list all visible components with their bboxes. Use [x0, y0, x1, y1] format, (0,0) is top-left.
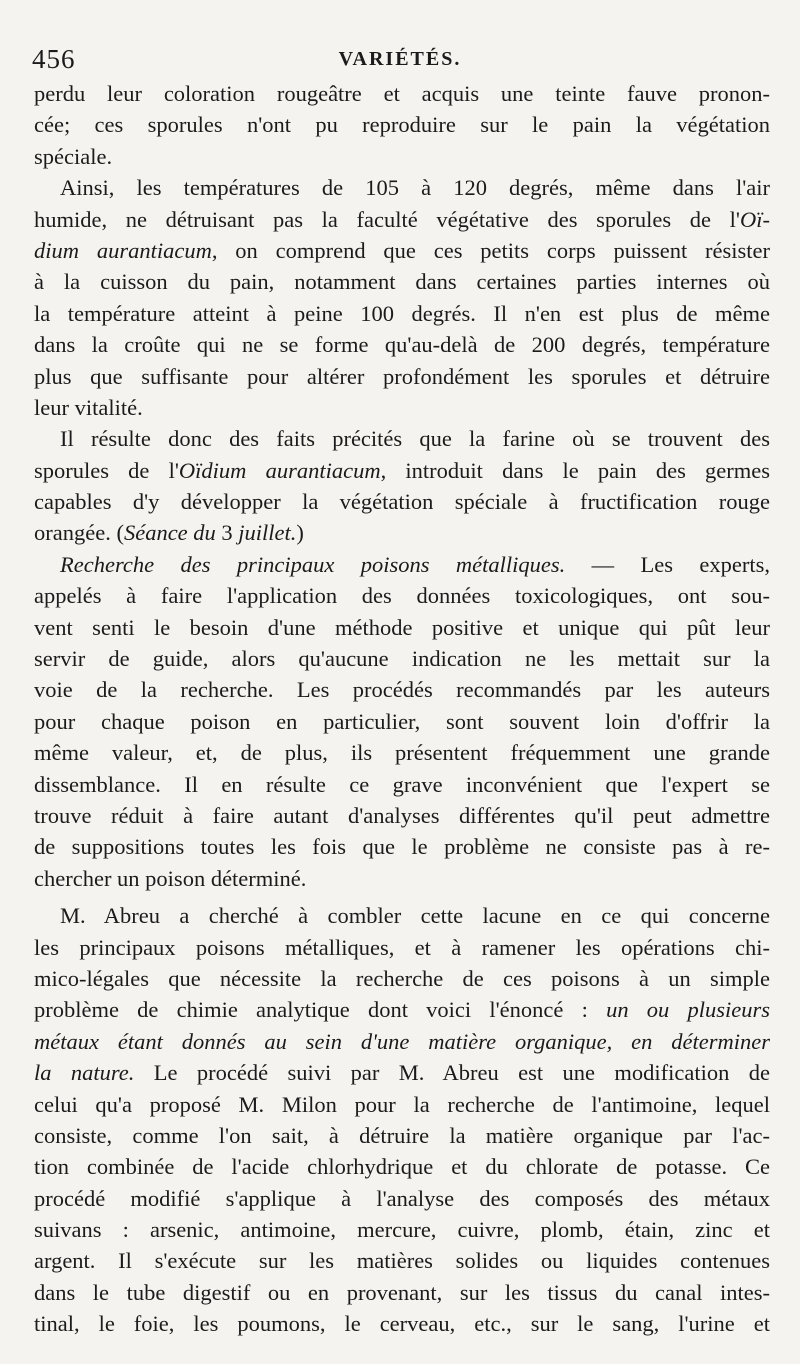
italic-segment: Oï- [740, 206, 770, 232]
text-line [34, 1245, 770, 1276]
text-segment: à la cuisson du pain, notamment dans certaines parties internes où [34, 269, 770, 295]
text-segment: humide, ne détruisant pas la faculté végétative des sporules de l' [34, 206, 740, 232]
text-segment: capables d'y développer la végétation spéciale à fructification rouge [34, 489, 770, 515]
text-segment: plus que suffisante pour altérer profondément les sporules et détruire [34, 363, 770, 389]
body-text [34, 78, 770, 1340]
text-line [34, 109, 770, 140]
text-line [34, 612, 770, 643]
running-title: VARIÉTÉS. [338, 48, 462, 70]
text-segment: ) [296, 520, 304, 546]
text-segment: argent. Il s'exécute sur les matières solides ou liquides contenues [34, 1248, 770, 1274]
text-line [34, 1026, 770, 1057]
text-segment: voie de la recherche. Les procédés recommandés par les auteurs [34, 677, 770, 703]
text-segment: , on comprend que ces petits corps puissent résister [211, 237, 770, 263]
italic-segment: Recherche des principaux poisons métalliques. [60, 551, 566, 577]
text-segment: suivans : arsenic, antimoine, mercure, cuivre, plomb, étain, zinc et [34, 1217, 770, 1243]
text-line [34, 1057, 770, 1088]
text-segment: 3 [215, 520, 239, 546]
text-segment: tion combinée de l'acide chlorhydrique et du chlorate de potasse. Ce [34, 1154, 770, 1180]
text-line [34, 1120, 770, 1151]
text-line [34, 392, 770, 423]
text-segment: dissemblance. Il en résulte ce grave inconvénient que l'expert se [34, 771, 770, 797]
text-segment: Le procédé suivi par M. Abreu est une modification de [134, 1060, 770, 1086]
text-line [34, 1183, 770, 1214]
text-segment: M. Abreu a cherché à combler cette lacune en ce qui concerne [60, 903, 770, 929]
text-line [34, 78, 770, 109]
text-segment: , introduit dans le pain des germes [380, 457, 770, 483]
text-line [34, 266, 770, 297]
text-segment: celui qu'a proposé M. Milon pour la recherche de l'antimoine, lequel [34, 1091, 770, 1117]
text-segment: spéciale. [34, 143, 113, 169]
text-segment: trouve réduit à faire autant d'analyses différentes qu'il peut admettre [34, 802, 770, 828]
text-segment: cée; ces sporules n'ont pu reproduire sur le pain la végétation [34, 112, 770, 138]
text-line [34, 1214, 770, 1245]
text-line [34, 329, 770, 360]
italic-segment: la nature. [34, 1060, 135, 1086]
italic-segment: un ou plusieurs [606, 997, 770, 1023]
text-segment: problème de chimie analytique dont voici l'énoncé : [34, 997, 607, 1023]
text-segment: Il résulte donc des faits précités que la farine où se trouvent des [60, 426, 770, 452]
text-line [34, 361, 770, 392]
text-line [34, 172, 770, 203]
text-line [34, 900, 770, 931]
italic-segment: juillet. [238, 520, 297, 546]
text-segment: pour chaque poison en particulier, sont souvent loin d'offrir la [34, 708, 770, 734]
italic-segment: dium aurantiacum [34, 237, 212, 263]
italic-segment: Séance du [123, 520, 216, 546]
text-segment: de suppositions toutes les fois que le problème ne consiste pas à re- [34, 834, 770, 860]
text-segment: perdu leur coloration rougeâtre et acquis une teinte fauve pronon- [34, 81, 770, 106]
text-segment: chercher un poison déterminé. [34, 865, 307, 891]
text-segment: tinal, le foie, les poumons, le cerveau, etc., sur le sang, l'urine et [34, 1311, 770, 1337]
text-line [34, 549, 770, 580]
text-segment: dans le tube digestif ou en provenant, sur les tissus du canal intes- [34, 1279, 770, 1305]
text-segment: Ainsi, les températures de 105 à 120 degrés, même dans l'air [60, 175, 770, 201]
text-line [34, 800, 770, 831]
text-segment: vent senti le besoin d'une méthode positive et unique qui pût leur [34, 614, 770, 640]
page-number: 456 [32, 44, 76, 74]
text-line [34, 863, 770, 894]
text-line [34, 737, 770, 768]
text-line [34, 963, 770, 994]
text-line [34, 932, 770, 963]
italic-segment: Oïdium aurantiacum [178, 457, 381, 483]
text-segment: consiste, comme l'on sait, à détruire la matière organique par l'ac- [34, 1122, 770, 1148]
text-line [34, 1089, 770, 1120]
text-line [34, 1308, 770, 1339]
text-segment: appelés à faire l'application des données toxicologiques, ont sou- [34, 583, 770, 609]
text-line [34, 204, 770, 235]
text-segment: servir de guide, alors qu'aucune indication ne les mettait sur la [34, 646, 770, 672]
text-segment: sporules de l' [34, 457, 179, 483]
text-segment: leur vitalité. [34, 394, 143, 420]
text-segment: même valeur, et, de plus, ils présentent fréquemment une grande [34, 740, 770, 766]
italic-segment: métaux étant donnés au sein d'une matière organique, en déterminer [34, 1028, 770, 1054]
text-line [34, 235, 770, 266]
text-line [34, 423, 770, 454]
text-line [34, 486, 770, 517]
text-line [34, 769, 770, 800]
text-line [34, 643, 770, 674]
text-line [34, 706, 770, 737]
text-line [34, 674, 770, 705]
text-line [34, 1277, 770, 1308]
text-segment: la température atteint à peine 100 degrés. Il n'en est plus de même [34, 300, 770, 326]
text-line [34, 455, 770, 486]
text-segment: — Les experts, [565, 551, 770, 577]
text-line [34, 298, 770, 329]
text-line [34, 831, 770, 862]
text-line [34, 517, 770, 548]
text-segment: mico-légales que nécessite la recherche de ces poisons à un simple [34, 965, 770, 991]
text-line [34, 1151, 770, 1182]
text-line [34, 580, 770, 611]
text-line [34, 994, 770, 1025]
text-segment: procédé modifié s'applique à l'analyse des composés des métaux [34, 1185, 770, 1211]
page-header [30, 44, 770, 78]
text-segment: dans la croûte qui ne se forme qu'au-delà de 200 degrés, température [34, 332, 770, 358]
text-segment: orangée. ( [34, 520, 124, 546]
text-segment: les principaux poisons métalliques, et à ramener les opérations chi- [34, 934, 770, 960]
text-line [34, 141, 770, 172]
